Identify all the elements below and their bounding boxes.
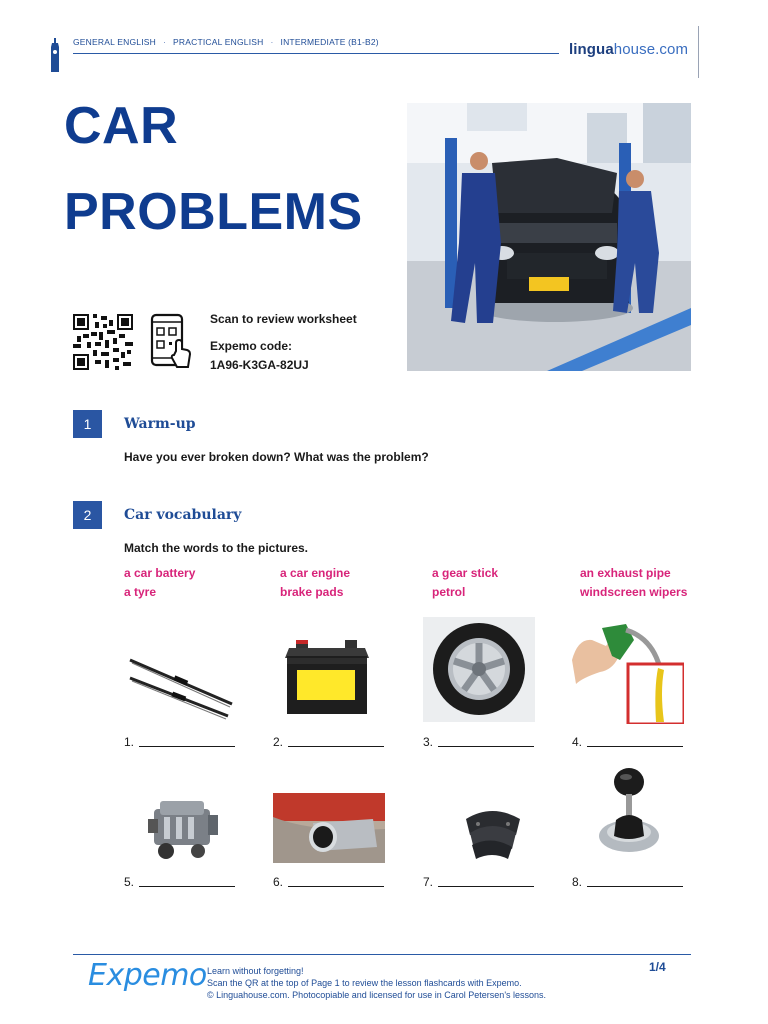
word-bank-item: an exhaust pipe [580,566,671,580]
section-2-title: Car vocabulary [124,507,242,523]
answer-blank-4[interactable]: 4. [572,735,683,749]
crumb-general-english[interactable]: GENERAL ENGLISH [73,37,156,47]
footer-copyright: © Linguahouse.com. Photocopiable and licensed for use in Carol Petersen's lessons. [207,990,547,1000]
warm-up-question: Have you ever broken down? What was the problem? [124,450,429,464]
word-bank-item: a car engine [280,566,351,580]
answer-blank-8[interactable]: 8. [572,875,683,889]
big-ben-icon [48,38,62,72]
phone-scan-icon [150,313,192,371]
mechanics-photo [407,103,691,371]
qr-code-icon[interactable] [73,314,133,370]
expemo-logo[interactable]: Expemo [88,958,207,993]
footer-instruction: Scan the QR at the top of Page 1 to review the lesson flashcards with Expemo. [207,978,522,988]
petrol-icon [572,618,684,724]
scan-instruction: Scan to review worksheet [210,312,357,326]
car-battery-icon [283,638,371,718]
answer-blank-5[interactable]: 5. [124,875,235,889]
answer-blank-2[interactable]: 2. [273,735,384,749]
brake-pads-icon [462,797,524,859]
footer-tagline: Learn without forgetting! [207,966,304,976]
word-bank-item: a gear stick [432,566,499,580]
page-number: 1/4 [649,960,666,974]
answer-blank-7[interactable]: 7. [423,875,534,889]
word-bank-item: windscreen wipers [580,585,688,599]
word-bank-item: a tyre [124,585,157,599]
vocabulary-instruction: Match the words to the pictures. [124,541,309,555]
header-vertical-rule [698,26,699,78]
word-bank-item: brake pads [280,585,344,599]
answer-blank-6[interactable]: 6. [273,875,384,889]
linguahouse-logo[interactable]: linguahouse.com [569,41,689,58]
answer-blank-3[interactable]: 3. [423,735,534,749]
gear-stick-icon [596,766,662,854]
section-2-badge: 2 [73,501,102,529]
car-engine-icon [146,795,220,861]
tyre-icon [423,617,535,722]
crumb-level[interactable]: INTERMEDIATE (B1-B2) [280,37,379,47]
windscreen-wipers-icon [124,652,236,722]
section-1-badge: 1 [73,410,102,438]
word-bank-item: petrol [432,585,466,599]
section-1-title: Warm-up [124,416,196,432]
footer-divider [73,954,691,955]
page-title-line-2: PROBLEMS [64,183,363,241]
exhaust-pipe-icon [273,793,385,863]
answer-blank-1[interactable]: 1. [124,735,235,749]
expemo-code-label: Expemo code: [210,339,293,353]
word-bank-item: a car battery [124,566,196,580]
header-divider [73,53,559,54]
crumb-practical-english[interactable]: PRACTICAL ENGLISH [173,37,264,47]
page-title-line-1: CAR [64,97,179,155]
expemo-code: 1A96-K3GA-82UJ [210,358,309,372]
breadcrumb: GENERAL ENGLISH · PRACTICAL ENGLISH · INTERMEDIATE (B1-B2) [73,37,379,47]
